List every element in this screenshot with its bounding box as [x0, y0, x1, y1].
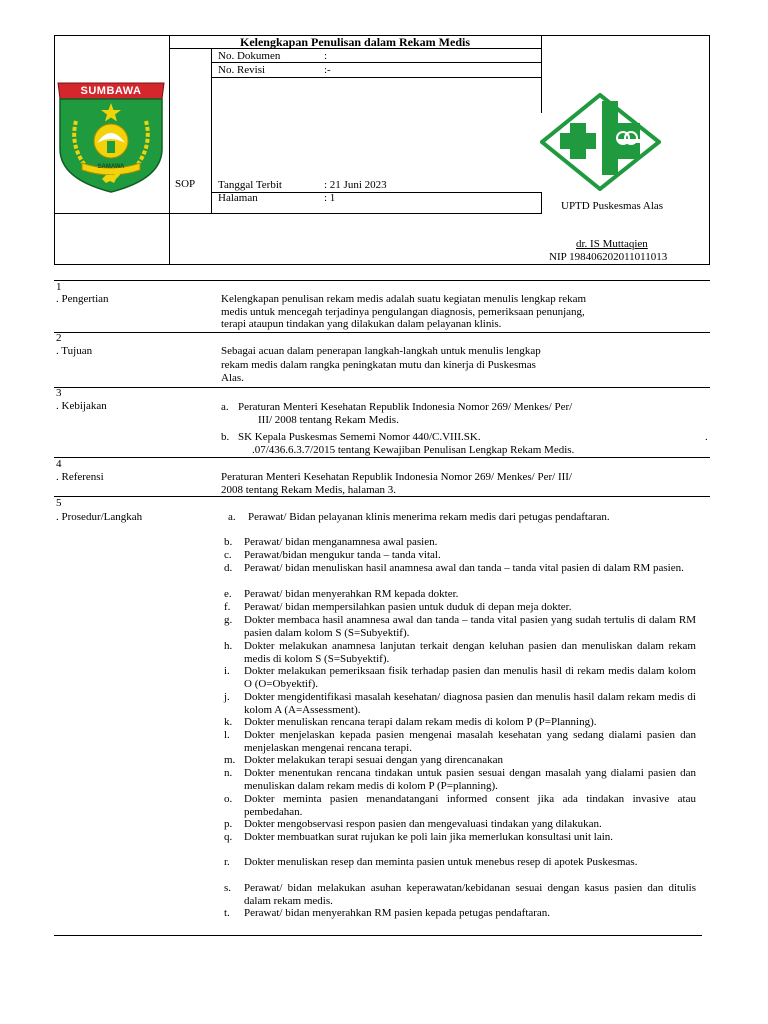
step-letter: k. [224, 716, 233, 728]
step-letter: e. [224, 588, 232, 600]
document-title: Kelengkapan Penulisan dalam Rekam Medis [239, 35, 471, 49]
header-divider [54, 213, 542, 214]
sop-label: SOP [175, 178, 196, 190]
text-line: III/ 2008 tentang Rekam Medis. [258, 413, 399, 426]
header-divider [211, 48, 212, 213]
signer-nip: NIP 198406202011011013 [549, 251, 668, 263]
step-letter: p. [224, 818, 233, 830]
section-2-text [221, 345, 691, 386]
step-text: Perawat/ bidan menuliskan hasil anamnesa awal dan tanda – tanda vital pasien di dalam RM pasien. [244, 562, 684, 574]
section-4-text [221, 471, 701, 496]
field-value-no-dokumen: : [324, 50, 328, 62]
sumbawa-logo [56, 79, 166, 194]
field-label-no-dokumen: No. Dokumen [218, 50, 281, 62]
field-value-no-revisi: :- [324, 64, 331, 76]
step-text: Perawat/ bidan menganamnesa awal pasien. [244, 536, 438, 548]
policy-trailing-dot: . [705, 431, 708, 443]
step-text: Perawat/ bidan menyerahkan RM pasien kepada petugas pendaftaran. [244, 907, 551, 919]
policy-item-b-text [238, 431, 708, 456]
text-line: Alas. [221, 372, 244, 384]
section-divider [54, 496, 710, 497]
step-text: Perawat/ Bidan pelayanan klinis menerima rekam medis dari petugas pendaftaran. [248, 511, 610, 523]
section-1-label: . Pengertian [56, 293, 109, 305]
step-text: Dokter menuliskan rencana terapi dalam rekam medis di kolom P (P=Planning). [244, 716, 597, 728]
org-name: UPTD Puskesmas Alas [561, 200, 664, 212]
step-letter: i. [224, 665, 230, 677]
section-1-text [221, 293, 691, 331]
step-letter: o. [224, 793, 233, 805]
step-letter: d. [224, 562, 233, 574]
step-letter: f. [224, 601, 231, 613]
section-divider [54, 935, 702, 936]
policy-item-a-letter: a. [221, 401, 229, 413]
step-letter: h. [224, 640, 233, 652]
step-text: Dokter melakukan anamnesa lanjutan terkait dengan keluhan pasien dan menuliskan dalam rekam medis di kolom S (S=Subyektif). [244, 640, 696, 665]
section-1-number: 1 [56, 281, 62, 293]
step-letter: b. [224, 536, 233, 548]
step-letter: l. [224, 729, 230, 741]
field-value-tanggal-terbit: : 21 Juni 2023 [324, 179, 387, 191]
field-label-tanggal-terbit: Tanggal Terbit [218, 179, 282, 191]
step-text: Dokter membuatkan surat rujukan ke poli lain jika memerlukan konsultasi unit lain. [244, 831, 614, 843]
text-line: Peraturan Menteri Kesehatan Republik Indonesia Nomor 269/ Menkes/ Per/ [238, 401, 573, 413]
text-line: rekam medis dalam rangka peningkatan mutu dan kinerja di Puskesmas [221, 358, 536, 371]
step-letter: r. [224, 856, 230, 868]
procedure-list [224, 511, 700, 921]
step-text: Dokter menuliskan resep dan meminta pasien untuk menebus resep di apotek Puskesmas. [244, 856, 638, 868]
text-line: Sebagai acuan dalam penerapan langkah-langkah untuk menulis lengkap [221, 345, 541, 357]
step-text: Perawat/ bidan menyerahkan RM kepada dokter. [244, 588, 459, 600]
step-text: Dokter membaca hasil anamnesa awal dan tanda – tanda vital pasien yang sudah tertulis di dalam RM pasien dalam kolom S (S=Subyektif). [244, 614, 696, 639]
step-letter: c. [224, 549, 232, 561]
text-line: terapi ataupun tindakan yang dilakukan dalam pelayanan klinis. [221, 318, 502, 330]
section-2-label: . Tujuan [56, 345, 93, 357]
section-3-number: 3 [56, 387, 62, 399]
section-4-number: 4 [56, 458, 62, 470]
step-text: Dokter melakukan pemeriksaan fisik terhadap pasien dan menulis hasil di rekam medis dalam kolom O (O=Obyektif). [244, 665, 696, 690]
text-line: medis untuk mencegah terjadinya pengulangan diagnosis, pemeriksaan penunjang, [221, 305, 585, 318]
step-letter: n. [224, 767, 233, 779]
step-letter: g. [224, 614, 233, 626]
step-text: Dokter menentukan rencana tindakan untuk pasien sesuai dengan masalah yang dialami pasien dan menuliskan dalam rekam medis di kolom P (P=planning). [244, 767, 696, 792]
step-text: Dokter mengobservasi respon pasien dan mengevaluasi tindakan yang dilakukan. [244, 818, 602, 830]
puskesmas-logo [540, 93, 661, 191]
step-text: Dokter meminta pasien menandatangani informed consent jika ada tindakan invasive atau pembedahan. [244, 793, 696, 818]
text-line: SK Kepala Puskesmas Sememi Nomor 440/C.VIII.SK. [238, 431, 481, 443]
text-line: .07/436.6.3.7/2015 tentang Kewajiban Penulisan Lengkap Rekam Medis. [252, 443, 575, 456]
step-letter: a. [228, 511, 236, 523]
step-letter: t. [224, 907, 230, 919]
field-label-halaman: Halaman [218, 192, 258, 204]
text-line: Peraturan Menteri Kesehatan Republik Indonesia Nomor 269/ Menkes/ Per/ III/ [221, 471, 572, 483]
policy-item-b-letter: b. [221, 431, 230, 443]
section-divider [54, 387, 710, 388]
logo-band-text: SAMAWA [97, 164, 125, 170]
step-letter: s. [224, 882, 232, 894]
policy-item-a-text [238, 401, 708, 426]
header-divider [541, 192, 542, 213]
header-divider [211, 192, 542, 193]
step-text: Dokter mengidentifikasi masalah kesehatan/ diagnosa pasien dan menulis hasil dalam rekam medis di kolom A (A=Assessment). [244, 691, 696, 716]
header-divider [211, 77, 542, 78]
step-text: Dokter menjelaskan kepada pasien mengenai masalah kesehatan yang sedang dialami pasien dan menjelaskan mengenai rencana terapi. [244, 729, 696, 754]
section-divider [54, 332, 710, 333]
field-value-halaman: : 1 [324, 192, 336, 204]
step-text: Perawat/ bidan mempersilahkan pasien untuk duduk di depan meja dokter. [244, 601, 572, 613]
field-label-no-revisi: No. Revisi [218, 64, 266, 76]
header-divider [169, 35, 170, 265]
section-divider [54, 457, 710, 458]
section-4-label: . Referensi [56, 471, 104, 483]
step-letter: j. [224, 691, 230, 703]
text-line: 2008 tentang Rekam Medis, halaman 3. [221, 483, 397, 496]
step-letter: q. [224, 831, 233, 843]
step-letter: m. [224, 754, 236, 766]
section-3-label: . Kebijakan [56, 400, 107, 412]
step-text: Dokter melakukan terapi sesuai dengan yang direncanakan [244, 754, 504, 766]
text-line: Kelengkapan penulisan rekam medis adalah suatu kegiatan menulis lengkap rekam [221, 293, 587, 305]
section-divider [54, 280, 710, 281]
section-2-number: 2 [56, 332, 62, 344]
step-text: Perawat/bidan mengukur tanda – tanda vital. [244, 549, 441, 561]
signer-name: dr. IS Muttaqien [576, 238, 648, 250]
section-5-number: 5 [56, 497, 62, 509]
step-text: Perawat/ bidan melakukan asuhan keperawatan/kebidanan sesuai dengan kasus pasien dan ditulis dalam rekam medis. [244, 882, 696, 907]
logo-banner-text: SUMBAWA [80, 85, 142, 97]
section-5-label: . Prosedur/Langkah [56, 511, 143, 523]
